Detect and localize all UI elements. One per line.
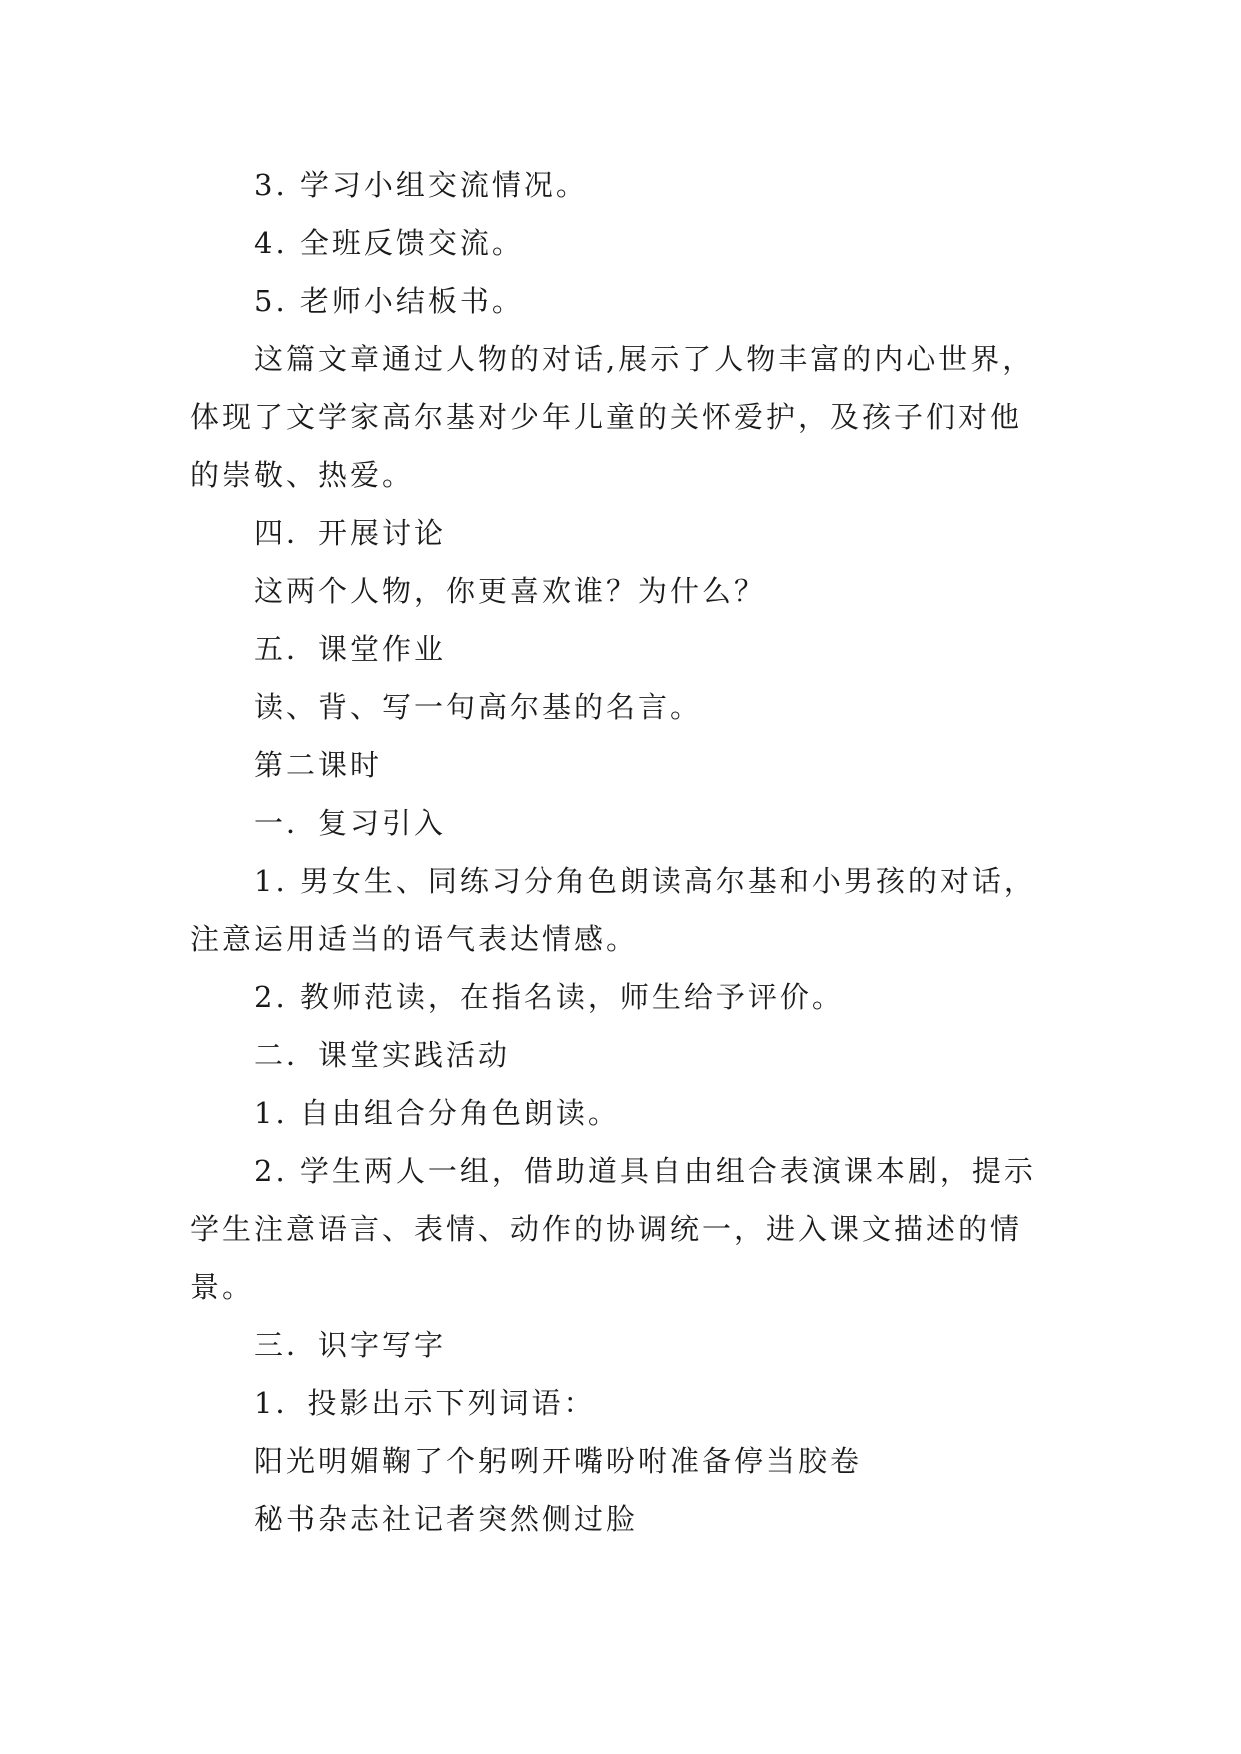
list-item-1: 1. 男女生、同练习分角色朗读高尔基和小男孩的对话， bbox=[254, 864, 1036, 898]
section-heading-homework: 五．课堂作业 bbox=[254, 632, 447, 666]
paragraph-line: 学生注意语言、表情、动作的协调统一，进入课文描述的情 bbox=[190, 1212, 1023, 1246]
paragraph-line: 景。 bbox=[190, 1270, 255, 1304]
paragraph-line: 体现了文学家高尔基对少年儿童的关怀爱护，及孩子们对他 bbox=[190, 400, 1023, 434]
paragraph-line: 的崇敬、热爱。 bbox=[190, 458, 415, 492]
list-item-1: 1．投影出示下列词语： bbox=[254, 1386, 596, 1420]
section-heading-practice: 二．课堂实践活动 bbox=[254, 1038, 511, 1072]
section-heading-literacy: 三．识字写字 bbox=[254, 1328, 447, 1362]
list-item-2: 2. 教师范读，在指名读，师生给予评价。 bbox=[254, 980, 844, 1014]
word-list-line: 秘书杂志社记者突然侧过脸 bbox=[254, 1502, 639, 1536]
list-item-2: 2. 学生两人一组，借助道具自由组合表演课本剧，提示 bbox=[254, 1154, 1036, 1188]
list-item-1: 1. 自由组合分角色朗读。 bbox=[254, 1096, 620, 1130]
list-item-3: 3. 学习小组交流情况。 bbox=[254, 168, 588, 202]
paragraph-line: 这两个人物，你更喜欢谁？为什么？ bbox=[254, 574, 767, 608]
paragraph-line: 注意运用适当的语气表达情感。 bbox=[190, 922, 639, 956]
word-list-line: 阳光明媚鞠了个躬咧开嘴吩咐准备停当胶卷 bbox=[254, 1444, 863, 1478]
paragraph-line: 读、背、写一句高尔基的名言。 bbox=[254, 690, 703, 724]
lesson-heading-second: 第二课时 bbox=[254, 748, 383, 782]
section-heading-discussion: 四．开展讨论 bbox=[254, 516, 447, 550]
list-item-4: 4. 全班反馈交流。 bbox=[254, 226, 524, 260]
list-item-5: 5. 老师小结板书。 bbox=[254, 284, 524, 318]
paragraph-line: 这篇文章通过人物的对话,展示了人物丰富的内心世界， bbox=[254, 342, 1035, 376]
section-heading-review: 一．复习引入 bbox=[254, 806, 447, 840]
